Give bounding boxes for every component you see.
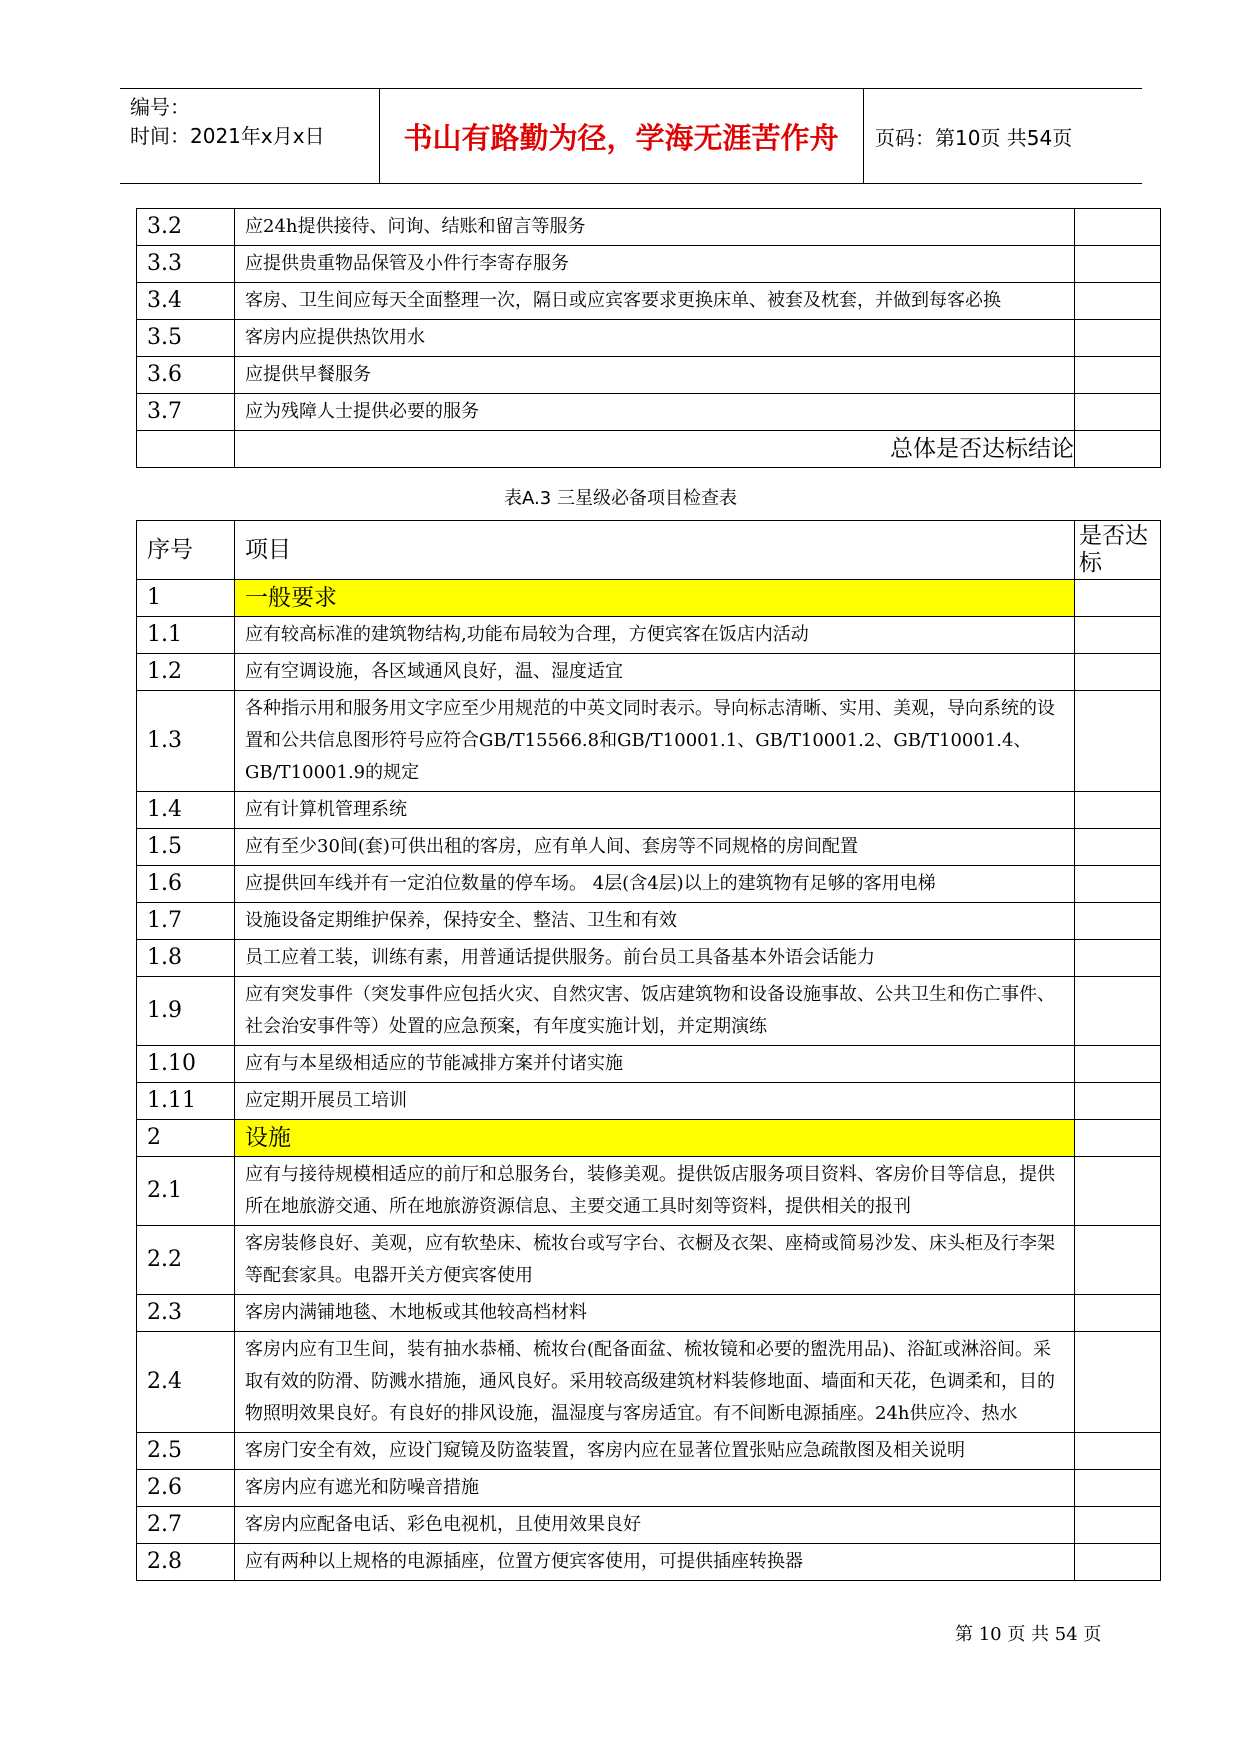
row-number: 1.2 [137, 654, 235, 691]
header-divider [863, 89, 864, 183]
table-row [137, 1295, 1161, 1332]
header-num: 序号 [137, 521, 235, 580]
row-number: 2.5 [137, 1433, 235, 1470]
row-item-text: 应有与本星级相适应的节能减排方案并付诸实施 [235, 1046, 1075, 1083]
table-row [137, 829, 1161, 866]
table-row [137, 903, 1161, 940]
row-number: 2 [137, 1120, 235, 1157]
row-number: 3.3 [137, 246, 235, 283]
page-header [120, 88, 1142, 184]
row-number: 2.3 [137, 1295, 235, 1332]
row-check-cell [1075, 1544, 1161, 1581]
row-number: 2.2 [137, 1226, 235, 1295]
row-number: 1.6 [137, 866, 235, 903]
row-check-cell [1075, 654, 1161, 691]
table-row [137, 654, 1161, 691]
row-item-text: 各种指示用和服务用文字应至少用规范的中英文同时表示。导向标志清晰、实用、美观，导向系统的设置和公共信息图形符号应符合GB/T15566.8和GB/T10001.1、GB/T10001.2、GB/T10001.4、GB/T10001.9的规定 [235, 691, 1075, 792]
row-check-cell [1075, 357, 1161, 394]
row-check-cell [1075, 246, 1161, 283]
row-item-text: 应24h提供接待、问询、结账和留言等服务 [235, 209, 1075, 246]
row-item-text: 应提供早餐服务 [235, 357, 1075, 394]
row-check-cell [1075, 1157, 1161, 1226]
table-row [137, 357, 1161, 394]
table-row [137, 1544, 1161, 1581]
row-number: 3.7 [137, 394, 235, 431]
row-number: 2.7 [137, 1507, 235, 1544]
row-item-text: 客房装修良好、美观，应有软垫床、梳妆台或写字台、衣橱及衣架、座椅或简易沙发、床头柜及行李架等配套家具。电器开关方便宾客使用 [235, 1226, 1075, 1295]
page-footer: 第 10 页 共 54 页 [955, 1624, 1102, 1645]
row-number: 3.5 [137, 320, 235, 357]
table-row [137, 1046, 1161, 1083]
row-check-cell [1075, 1120, 1161, 1157]
empty-cell [137, 431, 235, 468]
conclusion-row [137, 431, 1161, 468]
table-row [137, 1226, 1161, 1295]
row-number: 1.8 [137, 940, 235, 977]
row-check-cell [1075, 394, 1161, 431]
table-row [137, 1083, 1161, 1120]
table-row [137, 792, 1161, 829]
row-number: 2.6 [137, 1470, 235, 1507]
table-row [137, 209, 1161, 246]
header-page-number: 页码：第10页 共54页 [875, 125, 1073, 150]
row-item-text: 应提供回车线并有一定泊位数量的停车场。 4层(含4层)以上的建筑物有足够的客用电梯 [235, 866, 1075, 903]
row-number: 1.3 [137, 691, 235, 792]
row-item-text: 应有两种以上规格的电源插座，位置方便宾客使用，可提供插座转换器 [235, 1544, 1075, 1581]
row-number: 2.1 [137, 1157, 235, 1226]
table-row [137, 246, 1161, 283]
table-header-row [137, 521, 1161, 580]
row-item-text: 客房内应有卫生间，装有抽水恭桶、梳妆台(配备面盆、梳妆镜和必要的盥洗用品)、浴缸或淋浴间。采取有效的防滑、防溅水措施，通风良好。采用较高级建筑材料装修地面、墙面和天花，色调柔和，目的物照明效果良好。有良好的排风设施，温湿度与客房适宜。有不间断电源插座。24h供应冷、热水 [235, 1332, 1075, 1433]
header-check: 是否达标 [1075, 521, 1161, 580]
row-check-cell [1075, 691, 1161, 792]
row-number: 3.4 [137, 283, 235, 320]
row-item-text: 应有突发事件（突发事件应包括火灾、自然灾害、饭店建筑物和设备设施事故、公共卫生和伤亡事件、社会治安事件等）处置的应急预案，有年度实施计划，并定期演练 [235, 977, 1075, 1046]
row-number: 2.8 [137, 1544, 235, 1581]
row-check-cell [1075, 209, 1161, 246]
section-title: 设施 [235, 1120, 1075, 1157]
table-row [137, 1470, 1161, 1507]
row-number: 1.5 [137, 829, 235, 866]
header-number: 编号： [130, 95, 190, 119]
row-check-cell [1075, 1332, 1161, 1433]
row-check-cell [1075, 977, 1161, 1046]
section-title: 一般要求 [235, 580, 1075, 617]
row-check-cell [1075, 320, 1161, 357]
row-check-cell [1075, 1295, 1161, 1332]
row-check-cell [1075, 1083, 1161, 1120]
row-check-cell [1075, 829, 1161, 866]
row-check-cell [1075, 1507, 1161, 1544]
row-check-cell [1075, 283, 1161, 320]
table-row [137, 1157, 1161, 1226]
row-check-cell [1075, 617, 1161, 654]
table-row [137, 617, 1161, 654]
row-check-cell [1075, 580, 1161, 617]
table-row [137, 1507, 1161, 1544]
table-row [137, 866, 1161, 903]
table-row [137, 940, 1161, 977]
table-row [137, 1332, 1161, 1433]
row-number: 2.4 [137, 1332, 235, 1433]
row-number: 1.10 [137, 1046, 235, 1083]
row-item-text: 应提供贵重物品保管及小件行李寄存服务 [235, 246, 1075, 283]
row-item-text: 客房内应配备电话、彩色电视机，且使用效果良好 [235, 1507, 1075, 1544]
row-item-text: 应有较高标准的建筑物结构,功能布局较为合理，方便宾客在饭店内活动 [235, 617, 1075, 654]
row-item-text: 员工应着工装，训练有素，用普通话提供服务。前台员工具备基本外语会话能力 [235, 940, 1075, 977]
header-motto: 书山有路勤为径，学海无涯苦作舟 [403, 120, 839, 155]
row-number: 3.2 [137, 209, 235, 246]
row-number: 1.11 [137, 1083, 235, 1120]
row-item-text: 应有与接待规模相适应的前厅和总服务台，装修美观。提供饭店服务项目资料、客房价目等信息，提供所在地旅游交通、所在地旅游资源信息、主要交通工具时刻等资料，提供相关的报刊 [235, 1157, 1075, 1226]
table-row [137, 977, 1161, 1046]
row-item-text: 客房内应有遮光和防噪音措施 [235, 1470, 1075, 1507]
row-number: 3.6 [137, 357, 235, 394]
row-number: 1 [137, 580, 235, 617]
overall-conclusion-label: 总体是否达标结论 [235, 431, 1075, 468]
row-number: 1.9 [137, 977, 235, 1046]
row-check-cell [1075, 1226, 1161, 1295]
table-row [137, 1433, 1161, 1470]
row-item-text: 客房、卫生间应每天全面整理一次，隔日或应宾客要求更换床单、被套及枕套，并做到每客必换 [235, 283, 1075, 320]
header-item: 项目 [235, 521, 1075, 580]
table-row [137, 394, 1161, 431]
row-item-text: 应为残障人士提供必要的服务 [235, 394, 1075, 431]
row-number: 1.4 [137, 792, 235, 829]
row-number: 1.1 [137, 617, 235, 654]
row-check-cell [1075, 866, 1161, 903]
row-check-cell [1075, 940, 1161, 977]
conclusion-check-cell [1075, 431, 1161, 468]
checklist-table-continued [136, 208, 1161, 468]
header-meta [130, 93, 325, 151]
row-item-text: 客房门安全有效，应设门窥镜及防盗装置，客房内应在显著位置张贴应急疏散图及相关说明 [235, 1433, 1075, 1470]
row-check-cell [1075, 1046, 1161, 1083]
row-check-cell [1075, 792, 1161, 829]
row-item-text: 应有空调设施，各区域通风良好，温、湿度适宜 [235, 654, 1075, 691]
row-number: 1.7 [137, 903, 235, 940]
row-item-text: 设施设备定期维护保养，保持安全、整洁、卫生和有效 [235, 903, 1075, 940]
section-row [137, 580, 1161, 617]
row-item-text: 应有至少30间(套)可供出租的客房，应有单人间、套房等不同规格的房间配置 [235, 829, 1075, 866]
row-item-text: 应有计算机管理系统 [235, 792, 1075, 829]
section-row [137, 1120, 1161, 1157]
row-check-cell [1075, 1470, 1161, 1507]
table-row [137, 320, 1161, 357]
table-row [137, 691, 1161, 792]
header-time: 时间：2021年x月x日 [130, 124, 325, 148]
table-caption: 表A.3 三星级必备项目检查表 [504, 488, 737, 509]
table-row [137, 283, 1161, 320]
row-item-text: 应定期开展员工培训 [235, 1083, 1075, 1120]
row-check-cell [1075, 903, 1161, 940]
row-item-text: 客房内满铺地毯、木地板或其他较高档材料 [235, 1295, 1075, 1332]
three-star-checklist-table [136, 520, 1161, 1581]
row-item-text: 客房内应提供热饮用水 [235, 320, 1075, 357]
row-check-cell [1075, 1433, 1161, 1470]
